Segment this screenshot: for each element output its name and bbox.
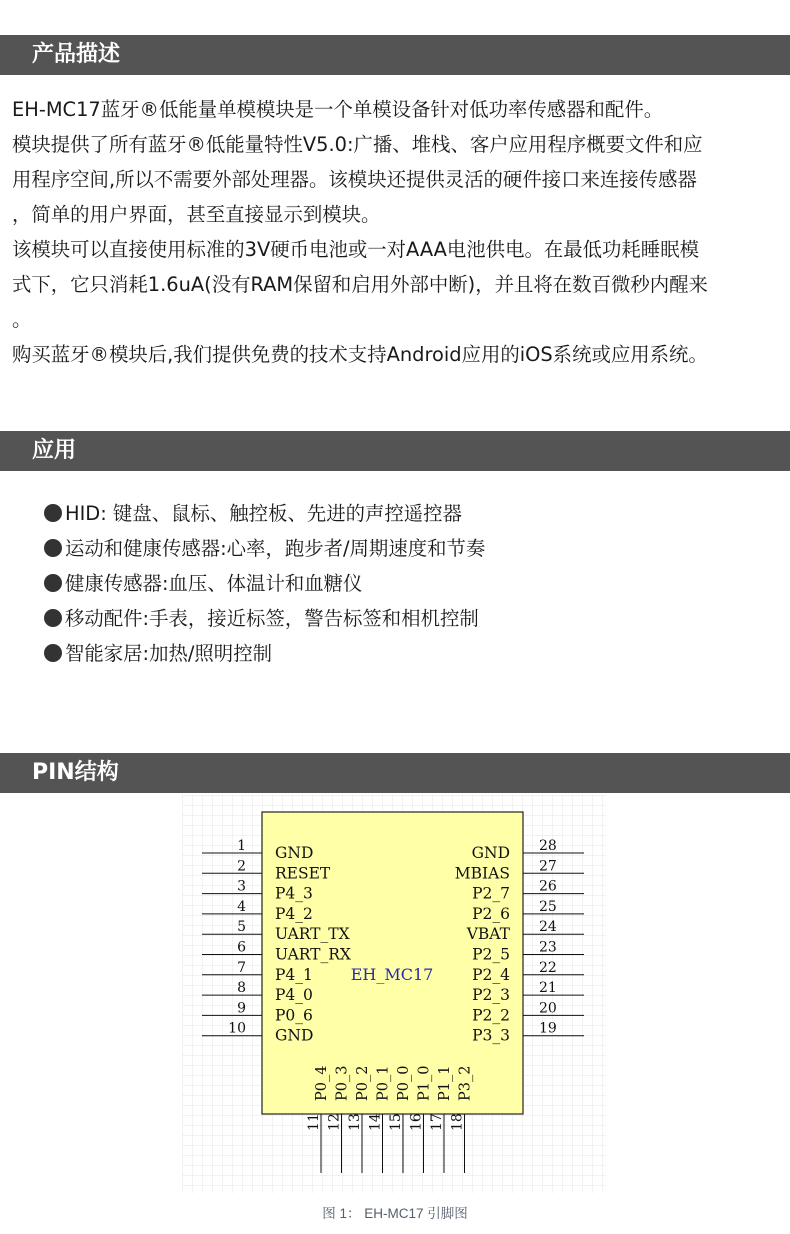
section-title: 产品描述 [32, 42, 121, 67]
pin-number: 24 [539, 919, 557, 936]
pin-label: GND [471, 844, 510, 862]
description-line: EH-MC17蓝牙®低能量单模模块是一个单模设备针对低功率传感器和配件。 [12, 98, 664, 121]
pin-number: 6 [237, 939, 246, 956]
pin-number: 17 [429, 1113, 445, 1131]
pin-label: VBAT [466, 925, 510, 944]
pin-number: 2 [237, 858, 246, 875]
pin-label: P2_4 [472, 965, 510, 984]
pin-label: P2_5 [472, 945, 510, 964]
pin-label: P1_0 [416, 1065, 433, 1101]
pin-number: 21 [539, 980, 557, 997]
chip-name: EH_MC17 [350, 965, 434, 984]
pin-label: P4_2 [275, 904, 313, 923]
bullet-icon [44, 504, 62, 522]
pin-label: P0_2 [355, 1065, 371, 1101]
pin-diagram [182, 795, 606, 1193]
section-header-pin [0, 753, 790, 793]
pin-label: P2_7 [472, 884, 510, 903]
pin-label: P0_0 [396, 1065, 412, 1101]
figure-caption: 图 1： EH-MC17 引脚图 [322, 1206, 468, 1221]
pin-number: 8 [237, 980, 246, 997]
pin-number: 12 [326, 1113, 343, 1131]
pin-number: 28 [539, 838, 557, 854]
pin-number: 25 [539, 898, 557, 915]
section-title: PIN结构 [32, 760, 119, 785]
pin-label: P2_3 [472, 986, 510, 1005]
pin-number: 18 [449, 1113, 466, 1131]
pin-number: 27 [539, 858, 557, 875]
pin-label: P4_0 [275, 986, 313, 1005]
description-line: 该模块可以直接使用标准的3V硬币电池或一对AAA电池供电。在最低功耗睡眠模 [12, 238, 699, 261]
pin-label: GND [275, 844, 314, 862]
pin-label: UART_TX [275, 925, 350, 944]
pin-number: 5 [237, 919, 246, 936]
list-item [44, 601, 485, 636]
pin-label: UART_RX [275, 945, 351, 964]
list-item-text: HID: 键盘、鼠标、触控板、先进的声控遥控器 [65, 502, 462, 525]
section-header-application [0, 431, 790, 471]
description-line: 购买蓝牙®模块后,我们提供免费的技术支持Android应用的iOS系统或应用系统。 [12, 343, 708, 366]
pin-label: P3_2 [457, 1065, 474, 1101]
pin-number: 10 [228, 1020, 246, 1037]
pin-label: P4_1 [275, 965, 313, 984]
pin-label: P2_6 [472, 904, 510, 923]
pin-number: 11 [306, 1113, 322, 1131]
pin-number: 23 [539, 939, 557, 956]
pin-label: P0_6 [275, 1006, 313, 1025]
pin-number: 22 [539, 959, 557, 976]
list-item-text: 运动和健康传感器:心率，跑步者/周期速度和节奏 [65, 537, 486, 560]
description-line: 模块提供了所有蓝牙®低能量特性V5.0:广播、堆栈、客户应用程序概要文件和应 [12, 133, 703, 156]
pin-number: 26 [539, 878, 557, 895]
pin-label: P3_3 [472, 1026, 510, 1045]
description-line: 用程序空间,所以不需要外部处理器。该模块还提供灵活的硬件接口来连接传感器 [12, 168, 697, 191]
pin-number: 9 [237, 1000, 246, 1017]
pin-label: GND [275, 1026, 314, 1045]
list-item-text: 移动配件:手表，接近标签，警告标签和相机控制 [65, 607, 479, 630]
description-line: ，简单的用户界面，甚至直接显示到模块。 [12, 203, 381, 226]
list-item-text: 智能家居:加热/照明控制 [65, 642, 272, 665]
list-item [44, 636, 485, 671]
pin-number: 19 [539, 1020, 557, 1037]
pin-diagram-svg [182, 795, 606, 1193]
bullet-icon [44, 609, 62, 627]
list-item [44, 496, 485, 531]
description-line: 。 [12, 308, 32, 331]
bullet-icon [44, 574, 62, 592]
pin-number: 7 [237, 959, 246, 976]
pin-label: P0_4 [314, 1065, 330, 1101]
pin-number: 3 [237, 878, 246, 895]
description-text [12, 92, 786, 372]
pin-label: MBIAS [454, 864, 510, 883]
pin-label: P4_3 [275, 884, 313, 903]
pin-number: 15 [388, 1113, 404, 1131]
bullet-icon [44, 539, 62, 557]
section-title: 应用 [32, 438, 77, 463]
pin-number: 16 [408, 1113, 425, 1131]
application-list [44, 496, 485, 671]
pin-number: 13 [347, 1113, 363, 1131]
pin-label: P0_1 [375, 1065, 392, 1101]
pin-label: P2_2 [472, 1006, 510, 1025]
list-item [44, 566, 485, 601]
pin-number: 1 [237, 838, 246, 854]
bullet-icon [44, 644, 62, 662]
pin-number: 14 [367, 1113, 384, 1131]
pin-label: P1_1 [437, 1065, 453, 1101]
section-header-description [0, 35, 790, 75]
list-item-text: 健康传感器:血压、体温计和血糖仪 [65, 572, 363, 595]
description-line: 式下，它只消耗1.6uA(没有RAM保留和启用外部中断)，并且将在数百微秒内醒来 [12, 273, 708, 296]
pin-number: 20 [539, 1000, 557, 1017]
list-item [44, 531, 485, 566]
pin-number: 4 [237, 898, 246, 915]
pin-label: RESET [275, 864, 331, 883]
pin-label: P0_3 [334, 1065, 351, 1101]
